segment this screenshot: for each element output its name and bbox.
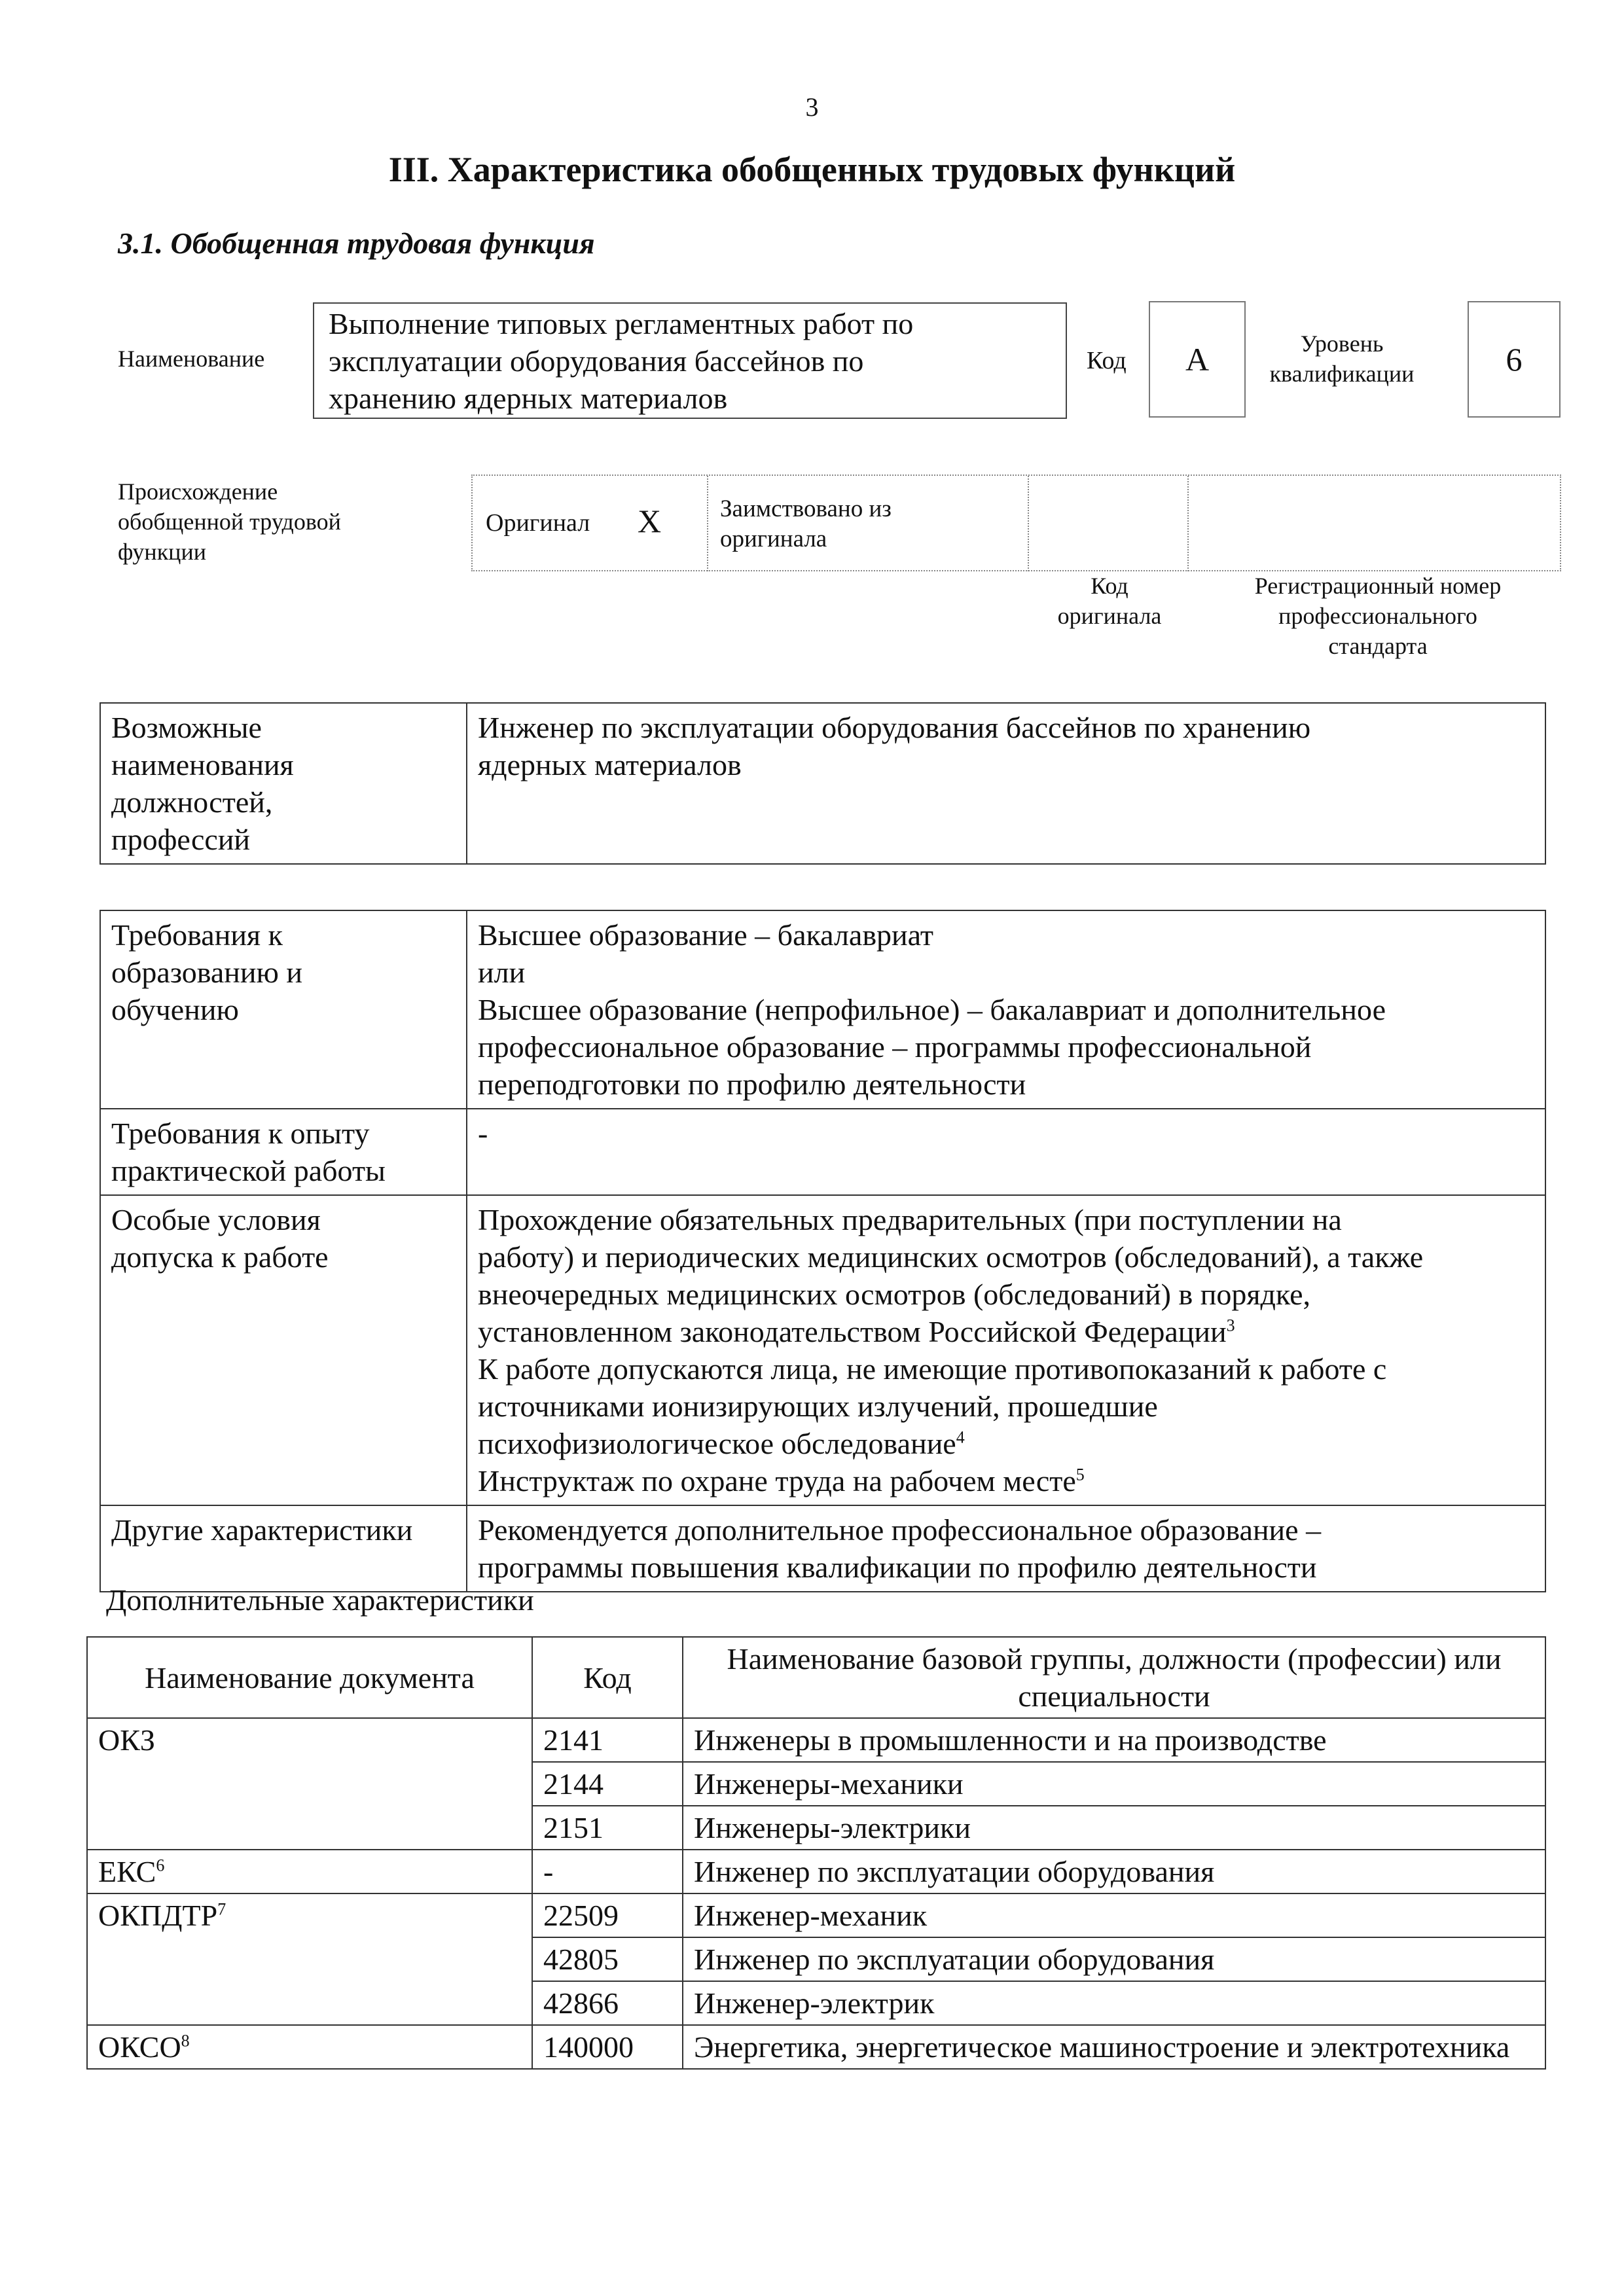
footnote-ref: 7 (217, 1899, 226, 1919)
doc-cell: ОКСО$^8$ (87, 2025, 532, 2069)
positions-table (99, 702, 1546, 865)
experience-value: - (467, 1109, 1545, 1195)
divider (1187, 476, 1189, 571)
other-value: Рекомендуется дополнительное профессиональное образование – программы повышения квалификации по профилю деятельности (467, 1505, 1545, 1592)
origin-label: Происхождение обобщенной трудовой функции (118, 478, 341, 565)
level-value: 6 (1468, 301, 1561, 418)
subsection-title: 3.1. Обобщенная трудовая функция (118, 226, 595, 260)
code-cell: 2141 (532, 1718, 683, 1762)
divider (707, 476, 708, 571)
footnote-ref: 8 (181, 2031, 190, 2051)
name-label: Наименование (118, 346, 265, 372)
group-cell: Инженер по эксплуатации оборудования (683, 1850, 1545, 1893)
function-name-line: Выполнение типовых регламентных работ по (329, 307, 914, 340)
table-row (100, 910, 1545, 1109)
footnote-ref: 4 (956, 1427, 965, 1447)
code-label: Код (1087, 347, 1127, 374)
education-value: Высшее образование – бакалавриат или Высшее образование (непрофильное) – бакалавриат и дополнительное профессиональное образование – программы профессиональной переподготовки по профилю деятельности (467, 910, 1545, 1109)
header-cell: Наименование базовой группы, должности (профессии) или специальности (683, 1637, 1545, 1718)
group-cell: Инженер-электрик (683, 1981, 1545, 2025)
code-original-caption: Код оригинала (1057, 573, 1162, 629)
table-row (87, 1718, 1545, 1762)
function-name-box (313, 302, 1067, 419)
footnote-ref: 5 (1075, 1465, 1085, 1484)
page-number: 3 (805, 92, 819, 122)
code-cell: 2151 (532, 1806, 683, 1850)
divider (1028, 476, 1029, 571)
admission-value: Прохождение обязательных предварительных (при поступлении на работу) и периодических медицинских осмотров (обследований), а также внеочередных медицинских осмотров (обследований) в порядке, установленном законодательством Российской Федерации$^3$ К работе допускаются лица, не имеющие противопоказаний к работе с источниками ионизирующих излучений, прошедшие психофизиологическое обследование$^4$ Инструктаж по охране труда на рабочем месте$^5$ (467, 1195, 1545, 1505)
table-row (87, 2025, 1545, 2069)
function-name-line: эксплуатации оборудования бассейнов по (329, 344, 864, 378)
group-cell: Инженер-механик (683, 1893, 1545, 1937)
other-label: Другие характеристики (100, 1505, 467, 1592)
table-row (87, 1893, 1545, 1937)
code-value: А (1149, 301, 1246, 418)
code-cell: - (532, 1850, 683, 1893)
group-cell: Энергетика, энергетическое машиностроение и электротехника (683, 2025, 1545, 2069)
positions-label: Возможные наименования должностей, профессий (100, 703, 467, 864)
admission-label: Особые условия допуска к работе (100, 1195, 467, 1505)
reg-number-caption: Регистрационный номер профессионального стандарта (1254, 573, 1502, 659)
original-label: Оригинал (486, 509, 590, 537)
header-cell: Наименование документа (87, 1637, 532, 1718)
group-cell: Инженеры-механики (683, 1762, 1545, 1806)
function-name-line: хранению ядерных материалов (329, 382, 728, 415)
education-label: Требования к образованию и обучению (100, 910, 467, 1109)
experience-label: Требования к опыту практической работы (100, 1109, 467, 1195)
group-cell: Инженеры в промышленности и на производстве (683, 1718, 1545, 1762)
table-row (100, 1505, 1545, 1592)
origin-row (471, 475, 1561, 571)
group-cell: Инженер по эксплуатации оборудования (683, 1937, 1545, 1981)
code-cell: 42866 (532, 1981, 683, 2025)
code-cell: 140000 (532, 2025, 683, 2069)
doc-cell: ОКЗ (87, 1718, 532, 1850)
table-row (100, 1109, 1545, 1195)
additional-title: Дополнительные характеристики (106, 1583, 534, 1617)
code-cell: 42805 (532, 1937, 683, 1981)
footnote-ref: 6 (156, 1856, 165, 1875)
original-mark: X (638, 503, 662, 539)
header-cell: Код (532, 1637, 683, 1718)
code-cell: 2144 (532, 1762, 683, 1806)
requirements-table (99, 910, 1546, 1592)
doc-cell: ОКПДТР$^7$ (87, 1893, 532, 2025)
borrowed-label: Заимствовано из оригинала (720, 495, 892, 552)
table-row (100, 1195, 1545, 1505)
table-row (100, 703, 1545, 864)
positions-value: Инженер по эксплуатации оборудования бассейнов по хранению ядерных материалов (467, 703, 1545, 864)
footnote-ref: 3 (1226, 1316, 1235, 1335)
code-cell: 22509 (532, 1893, 683, 1937)
doc-cell: ЕКС$^6$ (87, 1850, 532, 1893)
level-label: Уровень квалификации (1269, 331, 1415, 387)
table-row (87, 1637, 1545, 1718)
additional-table (86, 1636, 1546, 2070)
group-cell: Инженеры-электрики (683, 1806, 1545, 1850)
table-row (87, 1850, 1545, 1893)
section-title: III. Характеристика обобщенных трудовых функций (388, 150, 1236, 189)
